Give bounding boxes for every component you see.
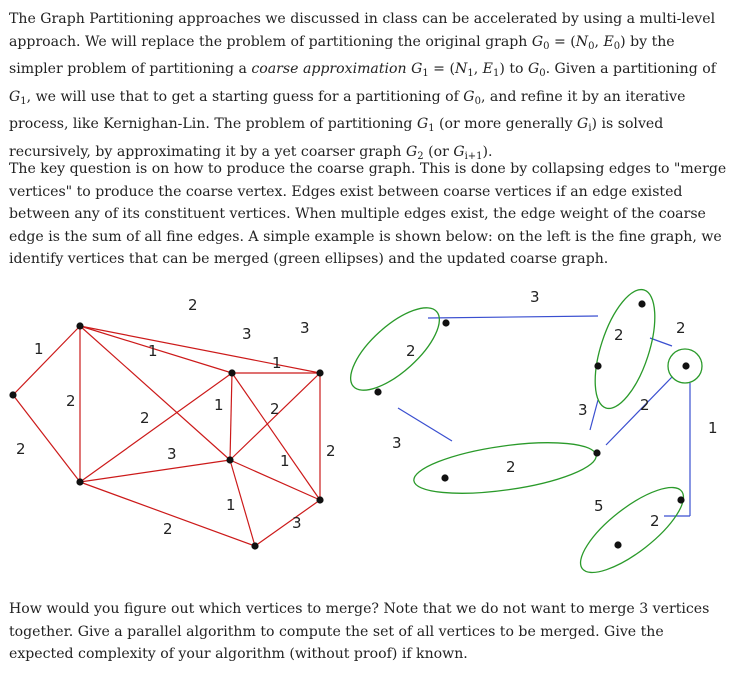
coarse-vertex bbox=[594, 362, 601, 369]
fine-weight-label: 2 bbox=[163, 520, 173, 538]
math-g1-second: $G_1$ bbox=[9, 88, 27, 107]
intro-paragraph: The Graph Partitioning approaches we discussed in class can be accelerated by using a multi-level approach. We will replace the problem of partitioning the original graph $G_0 = (N_0$, $E_0$) by the simpler problem of partitioning a coarse approximation $G_1 = (N_1$, $E_1$) to $G_0$. Given a partitioning of $G_1$, we will use that to get a starting guess for a partitioning of $G_0$, and refine it by an iterative process, like Kernighan-Lin. The problem of partitioning $G_1$ (or more generally $G_i$) is solved recursively, by approximating it by a yet coarser graph $G_2$ (or $G_{i+1}$). bbox=[9, 11, 716, 162]
math-n0: $N_0$ bbox=[575, 33, 595, 52]
graph-figure bbox=[0, 276, 738, 592]
intro-text-2: = ( bbox=[549, 33, 576, 50]
fine-weight-label: 2 bbox=[140, 409, 150, 427]
coarsening-paragraph: The key question is on how to produce the coarse graph. This is done by collapsing edges to "merge vertices" to produce the coarse vertex. Edges exist between coarse vertices if an edge existed between any of its constituent vertices. When multiple edges exist, the edge weight of the coarse edge is the sum of all fine edges. A simple example is shown below: on the left is the fine graph, we identify vertices that can be merged (green ellipses) and the updated coarse graph. bbox=[9, 161, 727, 268]
math-g1: $G_1$ bbox=[411, 61, 429, 80]
fine-vertex bbox=[76, 322, 83, 329]
coarse-edge bbox=[650, 338, 672, 346]
coarse-weight-label: 2 bbox=[506, 458, 516, 476]
coarse-edge bbox=[398, 408, 452, 441]
coarse-edge bbox=[606, 377, 672, 445]
merge-ellipse bbox=[411, 433, 599, 502]
coarse-vertex bbox=[441, 474, 448, 481]
math-gi: $G_i$ bbox=[577, 116, 592, 135]
fine-weight-label: 2 bbox=[270, 400, 280, 418]
fine-edge bbox=[80, 460, 230, 482]
fine-weight-label: 1 bbox=[148, 342, 158, 360]
coarse-vertex bbox=[682, 362, 689, 369]
fine-vertex bbox=[9, 391, 16, 398]
coarse-vertex bbox=[442, 319, 449, 326]
fine-weight-label: 2 bbox=[326, 442, 336, 460]
merge-ellipse bbox=[338, 294, 452, 403]
fine-graph bbox=[9, 296, 335, 550]
coarse-weight-label: 3 bbox=[530, 288, 540, 306]
math-gi-plus-1: $G_{i+1}$ bbox=[453, 143, 483, 162]
coarse-vertex bbox=[374, 388, 381, 395]
coarse-weight-label: 2 bbox=[614, 326, 624, 344]
fine-edge bbox=[255, 500, 320, 546]
coarse-graph bbox=[338, 283, 718, 587]
math-g0: $G_0$ bbox=[531, 33, 550, 52]
coarse-weight-label: 3 bbox=[578, 401, 588, 419]
fine-weight-label: 2 bbox=[66, 392, 76, 410]
math-g0-second: $G_0$ bbox=[527, 61, 546, 80]
fine-vertex bbox=[316, 496, 323, 503]
coarse-edge bbox=[590, 400, 598, 430]
fine-weight-label: 2 bbox=[16, 440, 26, 458]
fine-weight-label: 3 bbox=[167, 445, 177, 463]
math-e0: $E_0$ bbox=[603, 33, 621, 52]
fine-vertex bbox=[76, 478, 83, 485]
coarse-weight-label: 2 bbox=[650, 512, 660, 530]
fine-weight-label: 3 bbox=[292, 514, 302, 532]
fine-weight-label: 1 bbox=[280, 452, 290, 470]
fine-weight-label: 3 bbox=[242, 325, 252, 343]
math-n1: $N_1$ bbox=[454, 61, 474, 80]
fine-vertex bbox=[251, 542, 258, 549]
math-g0-third: $G_0$ bbox=[463, 88, 481, 107]
fine-weight-label: 1 bbox=[34, 340, 44, 358]
math-g1-third: $G_1$ bbox=[416, 116, 435, 135]
fine-weight-label: 3 bbox=[300, 319, 310, 337]
merge-ellipse bbox=[569, 474, 695, 586]
fine-weight-label: 1 bbox=[272, 354, 282, 372]
coarse-weight-label: 2 bbox=[406, 342, 416, 360]
fine-edge bbox=[80, 326, 320, 373]
math-g2: $G_2$ bbox=[406, 143, 424, 162]
question-paragraph: How would you figure out which vertices to merge? Note that we do not want to merge 3 vertices together. Give a parallel algorithm to compute the set of all vertices to be merged. Give the expected complexity of your algorithm (without proof) if known. bbox=[9, 601, 710, 663]
fine-vertex bbox=[228, 369, 235, 376]
emphasis-coarse-approximation: coarse approximation bbox=[251, 61, 407, 78]
coarse-vertex bbox=[614, 541, 621, 548]
fine-weight-label: 1 bbox=[214, 396, 224, 414]
coarse-weight-label: 5 bbox=[594, 497, 604, 515]
graph-drawing bbox=[0, 276, 738, 592]
intro-text-1: The Graph Partitioning approaches we discussed in class can be accelerated by using a multi-level approach. We will replace the problem of partitioning the original graph bbox=[9, 11, 716, 50]
fine-edge bbox=[230, 373, 232, 460]
coarse-weight-label: 3 bbox=[392, 434, 402, 452]
fine-weight-label: 1 bbox=[226, 496, 236, 514]
fine-edge bbox=[80, 373, 232, 482]
coarse-weight-label: 2 bbox=[676, 319, 686, 337]
coarse-vertex bbox=[593, 449, 600, 456]
fine-vertex bbox=[226, 456, 233, 463]
fine-weight-label: 2 bbox=[188, 296, 198, 314]
fine-edge bbox=[13, 326, 80, 395]
coarse-weight-label: 1 bbox=[708, 419, 718, 437]
math-e1: $E_1$ bbox=[482, 61, 500, 80]
coarse-weight-label: 2 bbox=[640, 396, 650, 414]
coarse-edge bbox=[428, 316, 598, 318]
coarse-vertex bbox=[677, 496, 684, 503]
fine-vertex bbox=[316, 369, 323, 376]
coarse-vertex bbox=[638, 300, 645, 307]
